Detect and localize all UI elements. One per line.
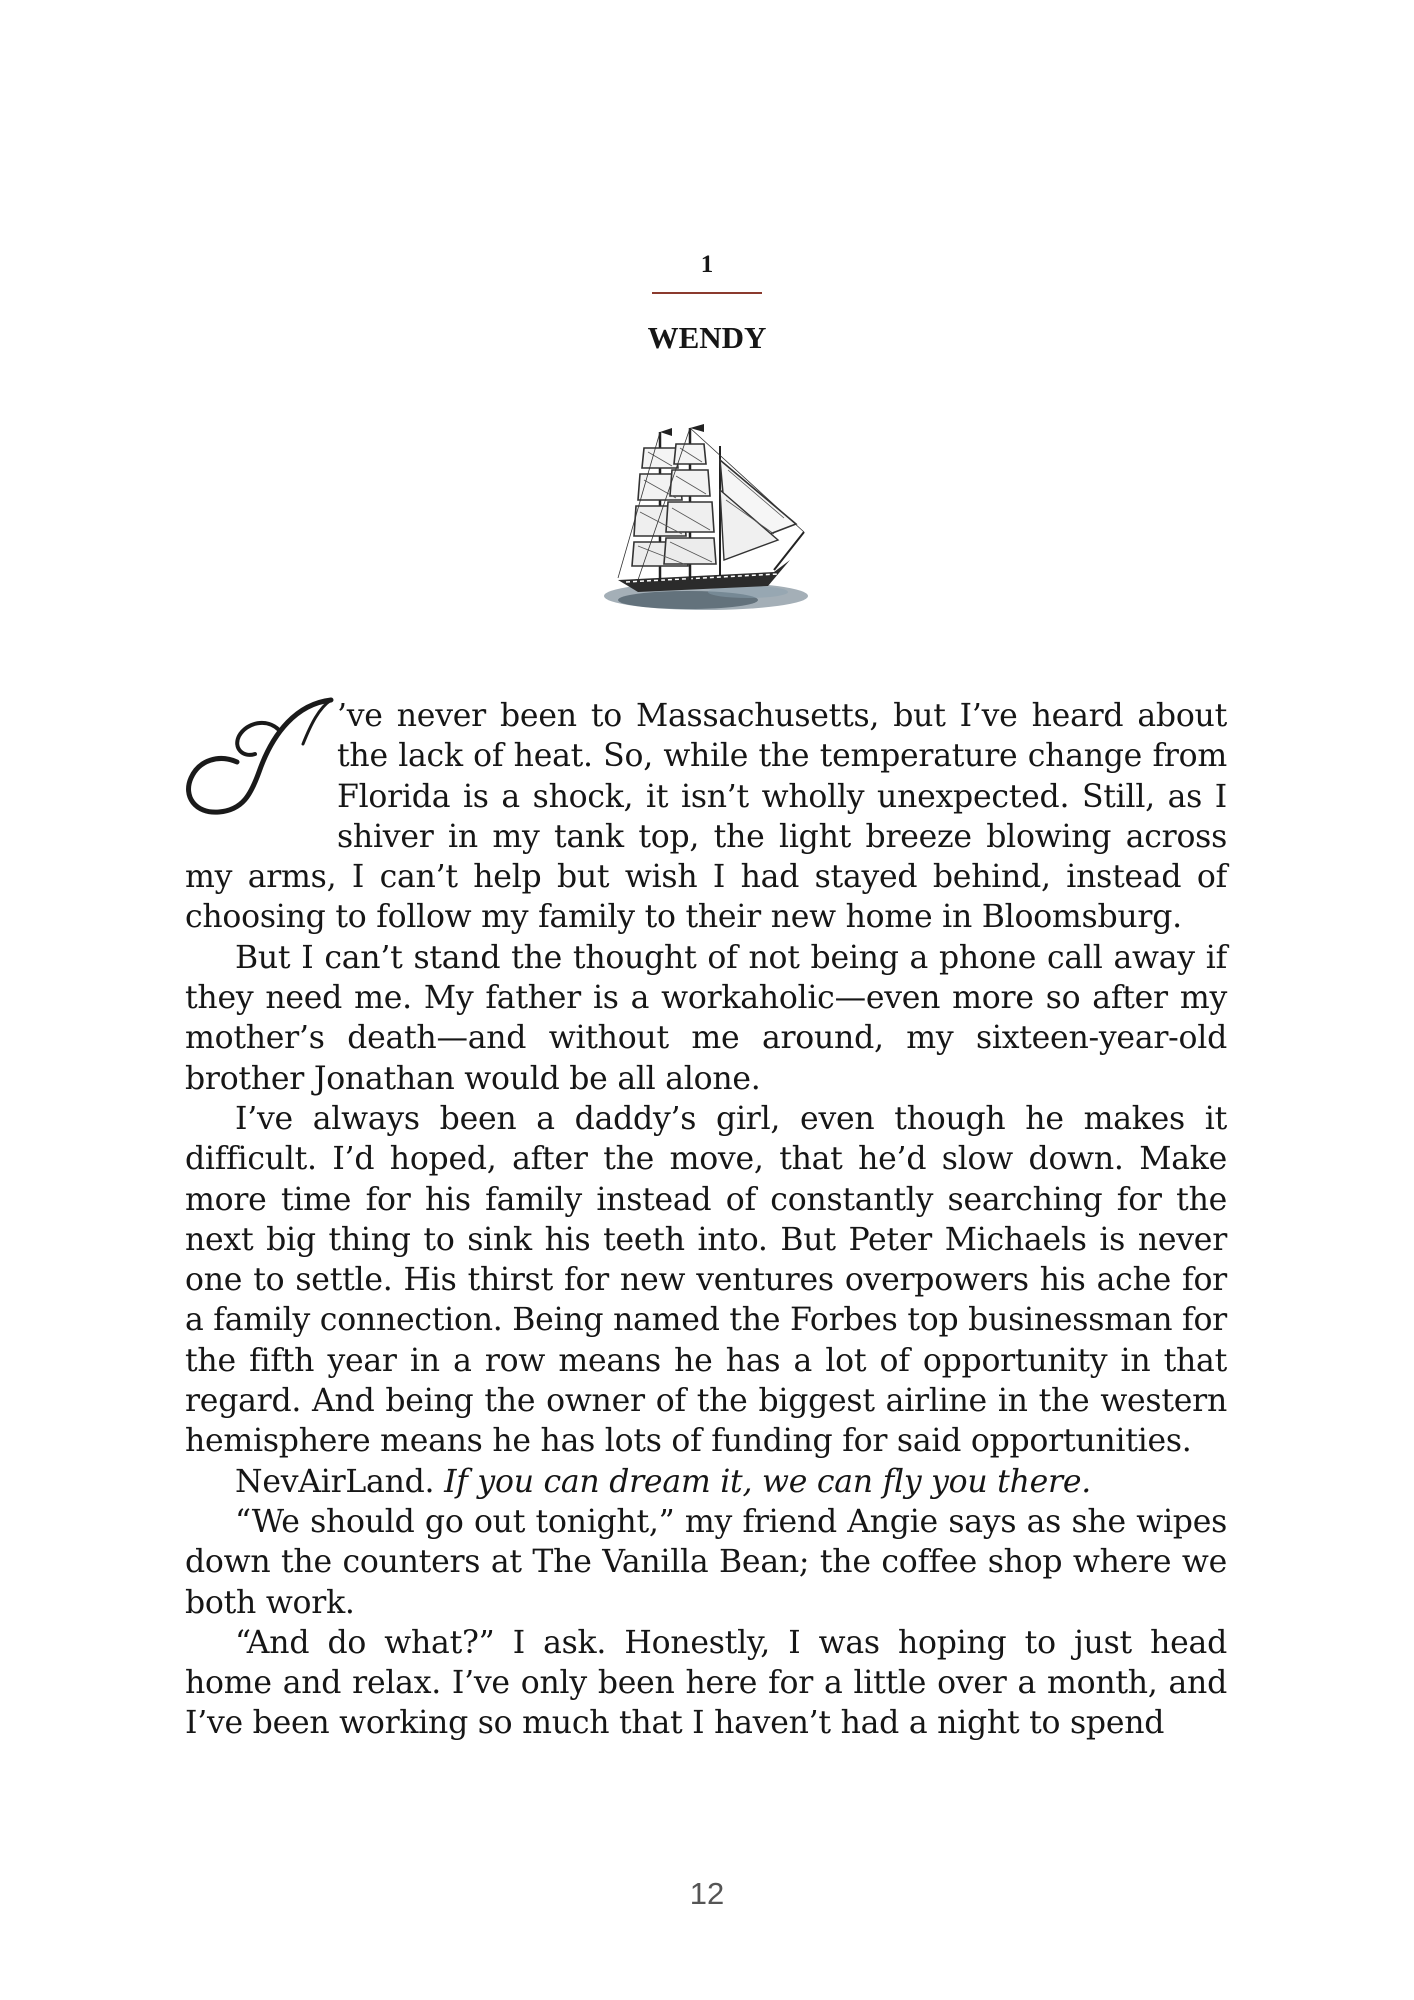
- paragraph-2: But I can’t stand the thought of not being a phone call away if they need me. My father is a workaholic—even more so after my mother’s death—and without me around, my sixteen-year-old brother Jonathan would be all alone.: [185, 939, 1227, 1097]
- chapter-body: [181, 696, 1227, 1744]
- tall-ship-icon: [578, 400, 836, 632]
- chapter-number: 1: [700, 251, 714, 278]
- brand-slogan: If you can dream it, we can fly you there.: [444, 1463, 1091, 1500]
- paragraph-3: I’ve always been a daddy’s girl, even though he makes it difficult. I’d hoped, after the move, that he’d slow down. Make more time for his family instead of constantly searching for the next big thing to sink his teeth into. But Peter Michaels is never one to settle. His thirst for new ventures overpowers his ache for a family connection. Being named the Forbes top businessman for the fifth year in a row means he has a lot of opportunity in that regard. And being the owner of the biggest airline in the western hemisphere means he has lots of funding for said opportunities.: [185, 1100, 1227, 1460]
- page-number: 12: [689, 1876, 725, 1911]
- drop-cap-i: [181, 696, 337, 817]
- paragraph-5: “We should go out tonight,” my friend Angie says as she wipes down the counters at The Vanilla Bean; the coffee shop where we both work.: [185, 1503, 1227, 1621]
- brand-name: NevAirLand.: [235, 1463, 435, 1500]
- chapter-title: WENDY: [647, 320, 767, 355]
- paragraph-4: [185, 1462, 1227, 1502]
- paragraph-6: “And do what?” I ask. Honestly, I was hoping to just head home and relax. I’ve only been here for a little over a month, and I’ve been working so much that I haven’t had a night to spend: [185, 1624, 1227, 1742]
- paragraph-1: [181, 696, 1227, 938]
- drop-cap-letter: I: [181, 696, 182, 697]
- paragraph-1-text: ’ve never been to Massachusetts, but I’ve heard about the lack of heat. So, while the temperature change from Florida is a shock, it isn’t wholly unexpected. Still, as I shiver in my tank top, the light breeze blowing across my arms, I can’t help but wish I had stayed behind, instead of choosing to follow my family to their new home in Bloomsburg.: [185, 698, 1227, 936]
- chapter-divider: [652, 292, 762, 294]
